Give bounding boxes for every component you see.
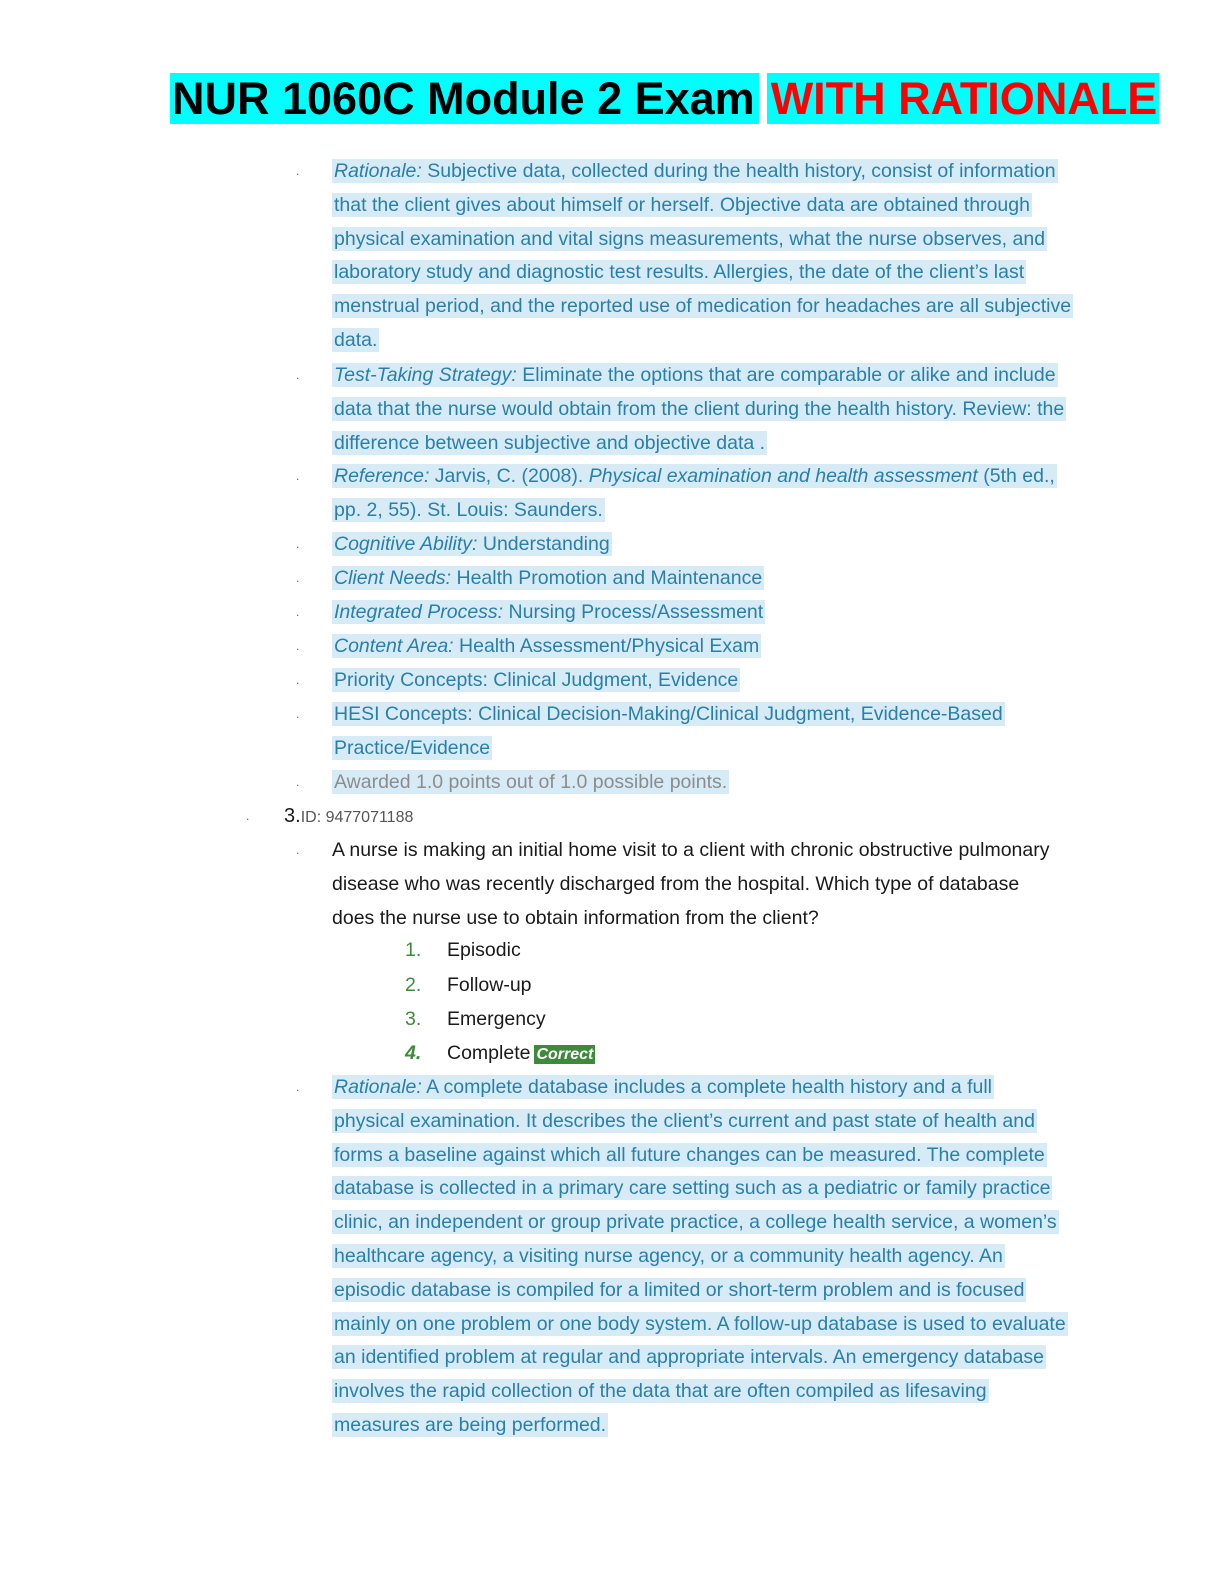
process-label: Integrated Process: — [334, 601, 504, 623]
question-number: 3. — [284, 805, 301, 827]
answer-option-1[interactable] — [405, 934, 521, 968]
client-needs-text: Health Promotion and Maintenance — [451, 567, 763, 589]
rationale-text: Subjective data, collected during the health history, consist of information that the client gives about himself or herself. Objective data are obtained through physical examination and vital signs measurements, what the nurse observes, and laboratory study and diagnostic test results. Allergies, the date of the client’s last menstrual period, and the reported use of medication for headaches are all subjective data. — [334, 160, 1072, 351]
priority-text: Priority Concepts: Clinical Judgment, Evidence — [334, 669, 739, 691]
reference-label: Reference: — [334, 465, 430, 487]
rationale-label: Rationale: — [334, 160, 422, 182]
bullet: . — [296, 605, 300, 619]
correct-badge: Correct — [536, 1046, 594, 1063]
option-label: Emergency — [447, 1008, 546, 1030]
option-number: 2. — [405, 974, 422, 996]
reference-title: Physical examination and health assessment — [588, 465, 978, 487]
title-main: NUR 1060C Module 2 Exam — [170, 73, 759, 124]
option-number: 4. — [405, 1042, 422, 1064]
bullet: . — [296, 1080, 300, 1094]
client-needs-label: Client Needs: — [334, 567, 452, 589]
bullet: . — [296, 164, 300, 178]
cognitive-label: Cognitive Ability: — [334, 533, 478, 555]
title-highlight: WITH RATIONALE — [767, 73, 1160, 124]
strategy-label: Test-Taking Strategy: — [334, 364, 517, 386]
bullet: . — [296, 469, 300, 483]
bullet: . — [296, 775, 300, 789]
awarded-text: Awarded 1.0 points out of 1.0 possible points. — [334, 771, 728, 793]
reference-post: (5th ed., pp. 2, 55). St. Louis: Saunders. — [334, 465, 1055, 521]
bullet: . — [296, 368, 300, 382]
hesi-text: HESI Concepts: Clinical Decision-Making/Clinical Judgment, Evidence-Based Practice/Evidence — [334, 703, 1003, 759]
rationale-label: Rationale: — [334, 1076, 422, 1098]
bullet: . — [296, 537, 300, 551]
bullet: . — [296, 571, 300, 585]
answer-option-4[interactable] — [405, 1037, 595, 1072]
bullet: . — [296, 673, 300, 687]
bullet: . — [296, 843, 300, 857]
answer-option-3[interactable] — [405, 1003, 546, 1037]
reference-pre: Jarvis, C. (2008). — [429, 465, 589, 487]
option-number: 1. — [405, 939, 422, 961]
answer-option-2[interactable] — [405, 969, 532, 1003]
question-text: A nurse is making an initial home visit to a client with chronic obstructive pulmonary disease who was recently discharged from the hospital. Which type of database does the nurse use to obtain information from the client? — [332, 839, 1050, 929]
question-id: ID: 9477071188 — [300, 809, 414, 826]
option-label: Episodic — [447, 939, 521, 961]
option-number: 3. — [405, 1008, 422, 1030]
option-label: Follow-up — [447, 974, 532, 996]
rationale-text: A complete database includes a complete health history and a full physical examination. It describes the client’s current and past state of health and forms a baseline against which all future changes can be measured. The complete database is collected in a primary care setting such as a pediatric or family practice clinic, an independent or group private practice, a college health service, a women’s healthcare agency, a visiting nurse agency, or a community health agency. An episodic database is compiled for a limited or short-term problem and is focused mainly on one problem or one body system. A follow-up database is used to evaluate an identified problem at regular and appropriate intervals. An emergency database involves the rapid collection of the data that are often compiled as lifesaving measures are being performed. — [334, 1076, 1066, 1436]
bullet: . — [296, 639, 300, 653]
option-label: Complete — [447, 1042, 531, 1064]
process-text: Nursing Process/Assessment — [503, 601, 764, 623]
cognitive-text: Understanding — [477, 533, 610, 555]
bullet: . — [246, 809, 250, 823]
bullet: . — [296, 707, 300, 721]
strategy-text: Eliminate the options that are comparable or alike and include data that the nurse would obtain from the client during the health history. Review: the difference between subjective and objective data . — [334, 364, 1065, 454]
content-text: Health Assessment/Physical Exam — [453, 635, 760, 657]
page-title — [170, 70, 1159, 128]
content-label: Content Area: — [334, 635, 454, 657]
